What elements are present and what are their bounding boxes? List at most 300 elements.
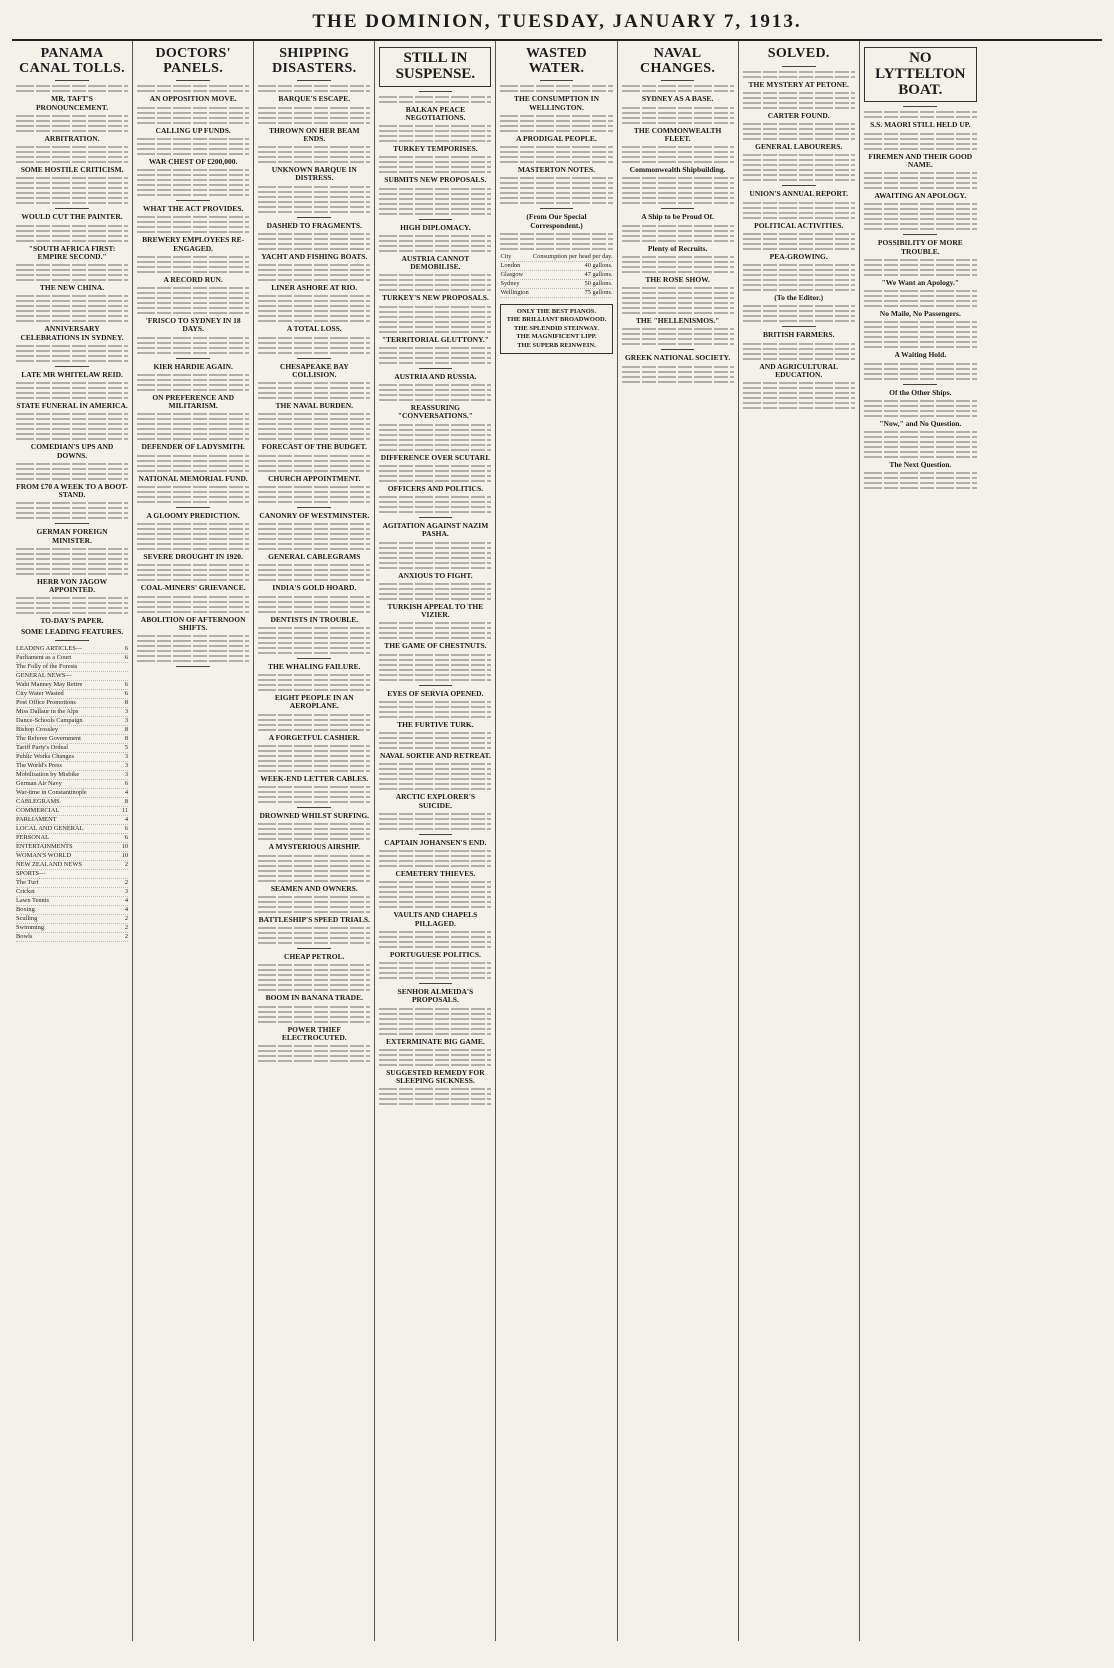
text-line (16, 151, 128, 153)
consumption-cell: Consumption per head per day. (532, 252, 613, 260)
contents-item: The Referee Government (16, 734, 81, 742)
article-text (258, 714, 370, 731)
text-line (16, 305, 128, 307)
text-line (743, 179, 855, 181)
text-line (258, 647, 370, 649)
text-line (864, 133, 977, 135)
article-text (16, 115, 128, 132)
text-line (864, 116, 977, 118)
text-line (500, 192, 612, 194)
sub-headline: COMEDIAN'S UPS AND DOWNS. (30, 442, 114, 460)
text-line (864, 441, 977, 443)
column-headline: NAVAL CHANGES. (640, 46, 716, 76)
text-line (16, 350, 128, 352)
contents-page: 3 (124, 761, 129, 769)
text-line (258, 528, 370, 530)
text-line (258, 750, 370, 752)
article-text (258, 146, 370, 163)
text-line (137, 287, 249, 289)
text-line (16, 382, 128, 384)
text-line (258, 942, 370, 944)
sub-headline: THROWN ON HER BEAM ENDS. (268, 125, 360, 143)
text-line (137, 569, 249, 571)
text-line (622, 85, 734, 87)
text-line (379, 470, 491, 472)
text-line (137, 596, 249, 598)
text-line (16, 187, 128, 189)
text-line (258, 310, 370, 312)
text-line (258, 828, 370, 830)
text-line (16, 115, 128, 117)
text-line (16, 125, 128, 127)
contents-row (16, 879, 128, 888)
text-line (864, 172, 977, 174)
rule-divider (419, 834, 453, 835)
text-line (16, 502, 128, 504)
text-line (743, 392, 855, 394)
text-line (500, 182, 612, 184)
text-line (137, 112, 249, 114)
text-line (379, 316, 491, 318)
contents-row (16, 645, 128, 654)
text-line (379, 496, 491, 498)
sub-headline: PORTUGUESE POLITICS. (389, 949, 481, 959)
contents-page: 2 (124, 914, 129, 922)
text-line (137, 85, 249, 87)
rule-divider (782, 185, 816, 186)
text-line (500, 243, 612, 245)
contents-page: 10 (121, 842, 129, 850)
text-line (864, 143, 977, 145)
article-text (137, 596, 249, 613)
text-line (864, 187, 977, 189)
text-line (16, 433, 128, 435)
text-line (743, 238, 855, 240)
sub-headline: MASTERTON NOTES. (517, 165, 596, 175)
text-line (379, 716, 491, 718)
text-line (379, 823, 491, 825)
sub-headline: SENHOR ALMEIDA'S PROPOSALS. (397, 987, 474, 1005)
text-line (379, 156, 491, 158)
sub-headline: POSSIBILITY OF MORE TROUBLE. (877, 238, 963, 256)
text-line (379, 306, 491, 308)
article-text (16, 382, 128, 399)
text-line (622, 117, 734, 119)
text-line (622, 197, 734, 199)
consumption-cell: Sydney (500, 279, 520, 287)
contents-item: Wahi Manney May Retire (16, 680, 83, 688)
text-line (622, 235, 734, 237)
text-line (16, 85, 128, 87)
text-line (622, 122, 734, 124)
text-line (258, 433, 370, 435)
text-line (379, 213, 491, 215)
article-text (500, 85, 612, 92)
text-line (379, 1023, 491, 1025)
sub-headline: UNKNOWN BARQUE IN DISTRESS. (271, 165, 357, 183)
text-line (137, 138, 249, 140)
text-line (258, 233, 370, 235)
article-text (16, 502, 128, 519)
rule-divider (540, 80, 574, 81)
text-line (258, 347, 370, 349)
text-line (16, 355, 128, 357)
text-line (16, 90, 128, 92)
text-line (258, 543, 370, 545)
text-line (137, 302, 249, 304)
article-text (379, 654, 491, 681)
text-line (864, 148, 977, 150)
text-line (500, 161, 612, 163)
text-line (379, 399, 491, 401)
text-line (379, 632, 491, 634)
text-line (379, 444, 491, 446)
text-line (258, 211, 370, 213)
sub-headline: The Next Question. (889, 460, 952, 469)
sub-headline: AND AGRICULTURAL EDUCATION. (759, 361, 839, 379)
text-line (379, 706, 491, 708)
text-line (379, 552, 491, 554)
text-line (379, 886, 491, 888)
contents-page: 6 (124, 689, 129, 697)
article-text (258, 1045, 370, 1062)
sub-headline: ANNIVERSARY CELEBRATIONS IN SYDNEY. (20, 324, 124, 342)
text-line (258, 523, 370, 525)
text-line (379, 331, 491, 333)
text-line (16, 463, 128, 465)
sub-headline: "SOUTH AFRICA FIRST: EMPIRE SECOND." (28, 243, 116, 261)
sub-headline: YACHT AND FISHING BOATS. (261, 251, 368, 261)
text-line (379, 347, 491, 349)
text-line (379, 135, 491, 137)
text-line (379, 161, 491, 163)
text-line (16, 553, 128, 555)
text-line (743, 154, 855, 156)
text-line (743, 212, 855, 214)
article-text (379, 701, 491, 718)
text-line (379, 865, 491, 867)
text-line (379, 511, 491, 513)
text-line (258, 684, 370, 686)
sub-headline: WOULD CUT THE PAINTER. (21, 212, 123, 222)
article-text (258, 107, 370, 124)
contents-item: WOMAN'S WORLD (16, 851, 72, 859)
article-text (137, 85, 249, 92)
column-headline: PANAMA CANAL TOLLS. (19, 46, 125, 76)
text-line (864, 321, 977, 323)
sub-headline: (To the Editor.) (774, 293, 824, 303)
article-text (137, 374, 249, 391)
text-line (137, 413, 249, 415)
text-line (500, 233, 612, 235)
text-line (137, 256, 249, 258)
news-column (254, 41, 375, 1641)
text-line (379, 542, 491, 544)
text-line (622, 230, 734, 232)
sub-headline: POLITICAL ACTIVITIES. (754, 220, 844, 230)
rule-divider (540, 208, 574, 209)
article-text (16, 597, 128, 614)
text-line (258, 627, 370, 629)
text-line (137, 538, 249, 540)
text-line (864, 400, 977, 402)
rule-divider (55, 366, 89, 367)
sub-headline: CHURCH APPOINTMENT. (268, 473, 361, 483)
text-line (16, 295, 128, 297)
text-line (258, 865, 370, 867)
text-line (258, 791, 370, 793)
text-line (622, 156, 734, 158)
text-line (864, 295, 977, 297)
article-text (500, 233, 612, 250)
article-text (864, 400, 977, 417)
text-line (137, 606, 249, 608)
consumption-table (500, 253, 612, 298)
text-line (258, 279, 370, 281)
text-line (137, 655, 249, 657)
contents-row (16, 735, 128, 744)
text-line (743, 102, 855, 104)
text-line (622, 192, 734, 194)
text-line (743, 107, 855, 109)
article-text (258, 786, 370, 803)
contents-page: 3 (124, 770, 129, 778)
text-line (379, 669, 491, 671)
text-line (500, 197, 612, 199)
text-line (258, 1006, 370, 1008)
sub-headline: AUSTRIA AND RUSSIA. (394, 371, 477, 381)
sub-headline: EYES OF SERVIA OPENED. (387, 688, 484, 698)
text-line (258, 801, 370, 803)
text-line (258, 300, 370, 302)
text-line (379, 881, 491, 883)
article-text (743, 305, 855, 322)
contents-page: 2 (124, 923, 129, 931)
text-line (258, 428, 370, 430)
article-text (864, 363, 977, 380)
article-text (622, 366, 734, 383)
text-line (743, 248, 855, 250)
text-line (622, 333, 734, 335)
article-text (743, 71, 855, 78)
text-line (379, 480, 491, 482)
contents-row (16, 717, 128, 726)
article-text (258, 455, 370, 472)
text-line (743, 387, 855, 389)
article-text (379, 188, 491, 215)
text-line (258, 906, 370, 908)
text-line (258, 387, 370, 389)
text-line (258, 295, 370, 297)
contents-page: 4 (124, 905, 129, 913)
sub-headline: THE COMMONWEALTH FLEET. (633, 125, 722, 143)
article-text (258, 233, 370, 250)
article-text (258, 627, 370, 654)
rule-divider (176, 507, 210, 508)
text-line (16, 345, 128, 347)
contents-item: The Turf (16, 878, 39, 886)
text-line (379, 439, 491, 441)
consumption-row (500, 280, 612, 289)
text-line (137, 611, 249, 613)
text-line (137, 523, 249, 525)
text-line (258, 382, 370, 384)
sub-headline: FORECAST OF THE BUDGET. (261, 442, 367, 452)
text-line (379, 674, 491, 676)
text-line (16, 269, 128, 271)
text-line (258, 1060, 370, 1062)
article-text (379, 763, 491, 790)
text-line (16, 507, 128, 509)
text-line (500, 125, 612, 127)
text-line (258, 974, 370, 976)
text-line (864, 451, 977, 453)
contents-row (16, 888, 128, 897)
contents-page: 3 (124, 716, 129, 724)
article-text (864, 431, 977, 458)
contents-page: 4 (124, 815, 129, 823)
rule-divider (419, 685, 453, 686)
contents-row (16, 762, 128, 771)
text-line (379, 193, 491, 195)
text-line (16, 279, 128, 281)
text-line (622, 328, 734, 330)
text-line (258, 274, 370, 276)
text-line (864, 300, 977, 302)
contents-row (16, 906, 128, 915)
text-line (137, 194, 249, 196)
text-line (379, 679, 491, 681)
text-line (258, 496, 370, 498)
sub-headline: DEFENDER OF LADYSMITH. (141, 442, 245, 452)
contents-page: 4 (124, 896, 129, 904)
sub-headline: CHESAPEAKE BAY COLLISION. (279, 361, 349, 379)
ad-line: THE MAGNIFICENT LIPP. (516, 333, 597, 341)
contents-item: Public Works Changes (16, 752, 74, 760)
article-text (137, 486, 249, 503)
text-line (16, 300, 128, 302)
text-line (258, 927, 370, 929)
text-line (864, 218, 977, 220)
text-line (743, 92, 855, 94)
text-line (622, 161, 734, 163)
text-line (137, 635, 249, 637)
article-text (258, 927, 370, 944)
text-line (379, 972, 491, 974)
text-line (137, 221, 249, 223)
sub-headline: BRITISH FARMERS. (762, 330, 835, 340)
text-line (622, 338, 734, 340)
article-text (379, 881, 491, 908)
article-text (622, 107, 734, 124)
text-line (16, 230, 128, 232)
text-line (622, 202, 734, 204)
contents-item: PERSONAL (16, 833, 50, 841)
text-line (743, 358, 855, 360)
consumption-cell: 50 gallons. (584, 279, 613, 287)
column-headline: STILL IN SUSPENSE. (379, 47, 491, 87)
text-line (258, 880, 370, 882)
text-line (743, 217, 855, 219)
article-text (258, 896, 370, 913)
text-line (137, 261, 249, 263)
news-column (133, 41, 254, 1641)
text-line (622, 376, 734, 378)
text-line (137, 579, 249, 581)
contents-page: 6 (124, 644, 129, 652)
text-line (379, 250, 491, 252)
text-line (864, 456, 977, 458)
text-line (864, 487, 977, 489)
text-line (379, 208, 491, 210)
article-text (137, 564, 249, 581)
text-line (258, 833, 370, 835)
text-line (864, 405, 977, 407)
text-line (379, 240, 491, 242)
article-text (258, 186, 370, 213)
contents-page: 2 (124, 860, 129, 868)
article-text (16, 548, 128, 575)
sub-headline: NAVAL SORTIE AND RETREAT. (379, 751, 491, 760)
text-line (379, 284, 491, 286)
text-line (137, 455, 249, 457)
contents-item: ENTERTAINMENTS (16, 842, 73, 850)
text-line (16, 197, 128, 199)
text-line (743, 164, 855, 166)
contents-page: 3 (124, 752, 129, 760)
rule-divider (297, 80, 331, 81)
text-line (258, 264, 370, 266)
article-text (16, 264, 128, 281)
text-line (500, 248, 612, 250)
article-text (500, 177, 612, 204)
sub-headline: THE FURTIVE TURK. (397, 719, 474, 729)
text-line (16, 310, 128, 312)
contents-item: Dance-Schools Campaign (16, 716, 83, 724)
text-line (379, 941, 491, 943)
text-line (258, 755, 370, 757)
sub-headline: LATE MR WHITELAW REID. (21, 369, 123, 379)
text-line (500, 85, 612, 87)
text-line (258, 579, 370, 581)
consumption-cell: 75 gallons. (584, 288, 613, 296)
sub-headline: BREWERY EMPLOYEES RE-ENGAGED. (142, 235, 245, 253)
contents-item: City Water Wasted (16, 689, 64, 697)
sub-headline: WHAT THE ACT PROVIDES. (143, 204, 244, 214)
text-line (379, 891, 491, 893)
contents-item: SPORTS— (16, 869, 46, 877)
text-line (379, 860, 491, 862)
contents-item: Mobilisation by Misbike (16, 770, 80, 778)
article-text (622, 146, 734, 163)
text-line (258, 674, 370, 676)
text-line (258, 979, 370, 981)
text-line (379, 818, 491, 820)
text-line (379, 203, 491, 205)
text-line (622, 146, 734, 148)
text-line (743, 305, 855, 307)
rule-divider (55, 80, 89, 81)
text-line (500, 130, 612, 132)
advertisement (500, 304, 612, 355)
text-line (864, 182, 977, 184)
article-text (864, 259, 977, 276)
sub-headline: AGITATION AGAINST NAZIM PASHA. (382, 521, 489, 539)
text-line (864, 373, 977, 375)
column-headline: DOCTORS' PANELS. (155, 46, 231, 76)
text-line (258, 642, 370, 644)
text-line (622, 187, 734, 189)
